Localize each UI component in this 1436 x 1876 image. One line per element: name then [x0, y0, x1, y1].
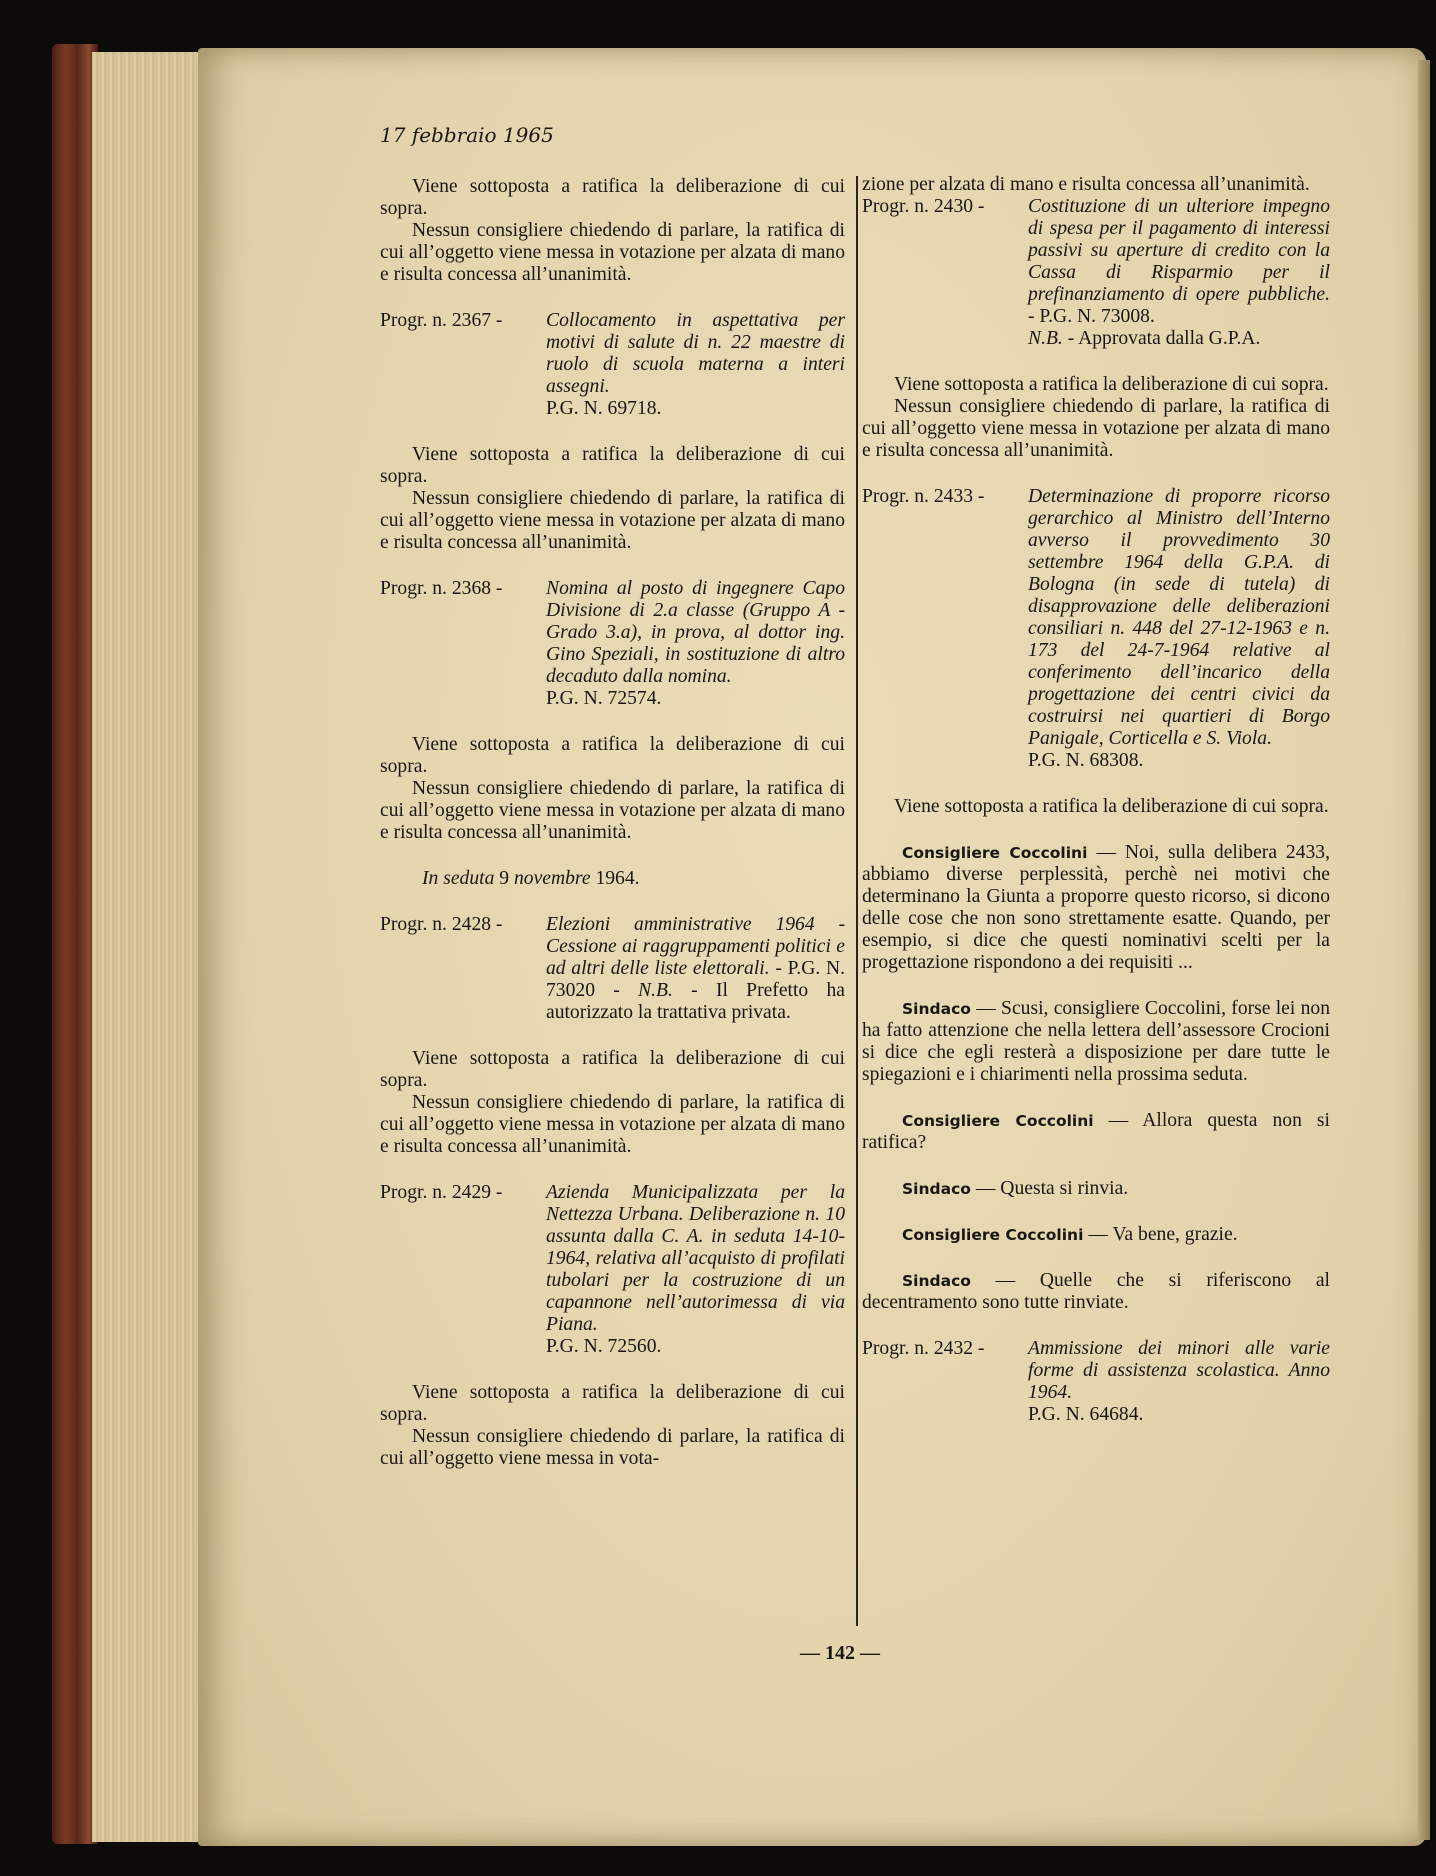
ratifica-block: [380, 444, 845, 554]
speaker-name: Consigliere Coccolini: [902, 844, 1088, 862]
paragraph: Nessun consigliere chiedendo di parlare, la ratifica di cui all’oggetto viene messa in votazione per alzata di mano e risulta concessa all’unanimità.: [380, 488, 845, 553]
ratifica-block: [862, 796, 1330, 818]
speech-text: — Quelle che si riferiscono al decentramento sono tutte rinviate.: [862, 1270, 1330, 1313]
seduta-year: 1964.: [595, 868, 640, 889]
pg-number: P.G. N. 68308.: [1028, 750, 1144, 771]
pg-number: P.G. N. 69718.: [546, 398, 662, 419]
ratifica-block: [380, 1048, 845, 1158]
column-divider: [856, 176, 858, 1626]
progr-2367: [380, 310, 845, 420]
progr-2430: [862, 196, 1330, 350]
progr-label: Progr. n. 2367 -: [380, 310, 503, 331]
paragraph: Viene sottoposta a ratifica la deliberazione di cui sopra.: [894, 374, 1329, 395]
seduta-line: [380, 868, 845, 890]
nb-text: - Approvata dalla G.P.A.: [1067, 328, 1261, 349]
page-date-header: 17 febbraio 1965: [380, 123, 554, 147]
progr-2432: [862, 1338, 1330, 1426]
speech-text: — Va bene, grazie.: [1088, 1224, 1238, 1245]
speech-text: — Questa si rinvia.: [975, 1178, 1129, 1199]
page-edge: [1418, 60, 1430, 1840]
speech: [862, 1110, 1330, 1154]
nb-label: N.B.: [1028, 328, 1063, 349]
paragraph: Viene sottoposta a ratifica la deliberazione di cui sopra.: [380, 444, 845, 487]
progr-title: Costituzione di un ulteriore impegno di spesa per il pagamento di interessi passivi su aperture di credito con la Cassa di Risparmio per il prefinanziamento di opere pubbliche.: [1028, 196, 1330, 305]
seduta-month: novembre: [514, 868, 591, 889]
speech: [862, 1224, 1330, 1246]
speaker-name: Consigliere Coccolini: [902, 1226, 1084, 1244]
right-column: [862, 174, 1330, 1450]
paragraph: Viene sottoposta a ratifica la deliberazione di cui sopra.: [380, 734, 845, 777]
progr-text: [1028, 1338, 1330, 1426]
speaker-name: Sindaco: [902, 1272, 971, 1290]
progr-label: Progr. n. 2433 -: [862, 486, 985, 507]
ratifica-block: [380, 734, 845, 844]
speech: [862, 998, 1330, 1086]
progr-label: Progr. n. 2368 -: [380, 578, 503, 599]
paragraph: zione per alzata di mano e risulta concessa all’unanimità.: [862, 174, 1310, 195]
progr-title: Elezioni amministrative 1964 - Cessione ai raggruppamenti politici e ad altri delle liste elettorali.: [546, 914, 845, 979]
ratifica-block: [380, 176, 845, 286]
paragraph: Nessun consigliere chiedendo di parlare, la ratifica di cui all’oggetto viene messa in votazione per alzata di mano e risulta concessa all’unanimità.: [862, 396, 1330, 461]
speaker-name: Sindaco: [902, 1180, 971, 1198]
progr-text: [546, 1182, 845, 1358]
speech-text: — Noi, sulla delibera 2433, abbiamo diverse perplessità, perchè nei motivi che determinano la Giunta a proporre questo ricorso, si dicono delle cose che non sono strettamente esatte. Quando, per esempio, si dice che questi nominativi scelti per la progettazione rispondono a dei requisiti ...: [862, 842, 1331, 973]
ratifica-block: [380, 1382, 845, 1470]
speech: [862, 1178, 1330, 1200]
nb-label: N.B.: [638, 980, 673, 1001]
speech-text: — Scusi, consigliere Coccolini, forse lei non ha fatto attenzione che nella lettera dell’assessore Crocioni si dice che egli resterà a disposizione per dare tutte le spiegazioni e i chiarimenti nella prossima seduta.: [862, 998, 1330, 1085]
progr-title: Azienda Municipalizzata per la Nettezza Urbana. Deliberazione n. 10 assunta dalla C. A. in seduta 14-10-1964, relativa all’acquisto di profilati tubolari per la costruzione di un capannone nell’autorimessa di via Piana.: [546, 1182, 845, 1335]
pg-number: - P.G. N. 73008.: [1028, 306, 1155, 327]
progr-label: Progr. n. 2430 -: [862, 196, 985, 217]
seduta-prefix: In seduta: [422, 868, 495, 889]
progr-2433: [862, 486, 1330, 772]
paragraph: Nessun consigliere chiedendo di parlare, la ratifica di cui all’oggetto viene messa in vota-: [380, 1426, 845, 1469]
speaker-name: Sindaco: [902, 1000, 971, 1018]
progr-title: Determinazione di proporre ricorso gerarchico al Ministro dell’Interno avverso il provvedimento 30 settembre 1964 della G.P.A. di Bologna (in sede di tutela) di disapprovazione delle deliberazioni consiliari n. 448 del 27-12-1963 e n. 173 del 24-7-1964 relative al conferimento dell’incarico della progettazione dei centri civici da costruirsi nei quartieri di Borgo Panigale, Corticella e S. Viola.: [1028, 486, 1330, 749]
paragraph: Viene sottoposta a ratifica la deliberazione di cui sopra.: [380, 1382, 845, 1425]
speech-text: — Allora questa non si ratifica?: [862, 1110, 1331, 1153]
progr-text: [546, 914, 845, 1024]
progr-title: Ammissione dei minori alle varie forme di assistenza scolastica. Anno 1964.: [1028, 1338, 1330, 1403]
seduta-day: 9: [499, 868, 510, 889]
nb-text: - Il Prefetto ha autorizzato la trattativa privata.: [546, 980, 845, 1023]
progr-2429: [380, 1182, 845, 1358]
progr-text: [1028, 196, 1330, 350]
ratifica-block: [862, 374, 1330, 462]
speaker-name: Consigliere Coccolini: [902, 1112, 1094, 1130]
progr-text: [546, 578, 845, 710]
speech: [862, 842, 1330, 974]
speech: [862, 1270, 1330, 1314]
progr-title: Collocamento in aspettativa per motivi di salute di n. 22 maestre di ruolo di scuola materna a interi assegni.: [546, 310, 845, 397]
pg-number: P.G. N. 64684.: [1028, 1404, 1144, 1425]
page-stack: [92, 52, 202, 1842]
paragraph: Viene sottoposta a ratifica la deliberazione di cui sopra.: [380, 1048, 845, 1091]
progr-label: Progr. n. 2429 -: [380, 1182, 503, 1203]
progr-title: Nomina al posto di ingegnere Capo Divisione di 2.a classe (Gruppo A - Grado 3.a), in prova, al dottor ing. Gino Speziali, in sostituzione di altro decaduto dalla nomina.: [546, 578, 845, 687]
pg-number: P.G. N. 72574.: [546, 688, 662, 709]
left-column: [380, 176, 845, 1470]
progr-body: [1028, 196, 1330, 328]
nb-line: [1028, 328, 1330, 350]
progr-label: Progr. n. 2432 -: [862, 1338, 985, 1359]
pg-number: - P.G. N. 73020 -: [546, 958, 845, 1001]
progr-text: [546, 310, 845, 420]
page-number: — 142 —: [800, 1642, 880, 1664]
pg-number: P.G. N. 72560.: [546, 1336, 662, 1357]
progr-text: [1028, 486, 1330, 772]
progr-body: [546, 914, 845, 1024]
paragraph: Viene sottoposta a ratifica la deliberazione di cui sopra.: [380, 176, 845, 219]
progr-label: Progr. n. 2428 -: [380, 914, 503, 935]
paragraph: Viene sottoposta a ratifica la deliberazione di cui sopra.: [894, 796, 1329, 817]
paragraph: Nessun consigliere chiedendo di parlare, la ratifica di cui all’oggetto viene messa in votazione per alzata di mano e risulta concessa all’unanimità.: [380, 1092, 845, 1157]
paragraph: Nessun consigliere chiedendo di parlare, la ratifica di cui all’oggetto viene messa in votazione per alzata di mano e risulta concessa all’unanimità.: [380, 778, 845, 843]
paragraph: Nessun consigliere chiedendo di parlare, la ratifica di cui all’oggetto viene messa in votazione per alzata di mano e risulta concessa all’unanimità.: [380, 220, 845, 285]
progr-2368: [380, 578, 845, 710]
progr-2428: [380, 914, 845, 1024]
